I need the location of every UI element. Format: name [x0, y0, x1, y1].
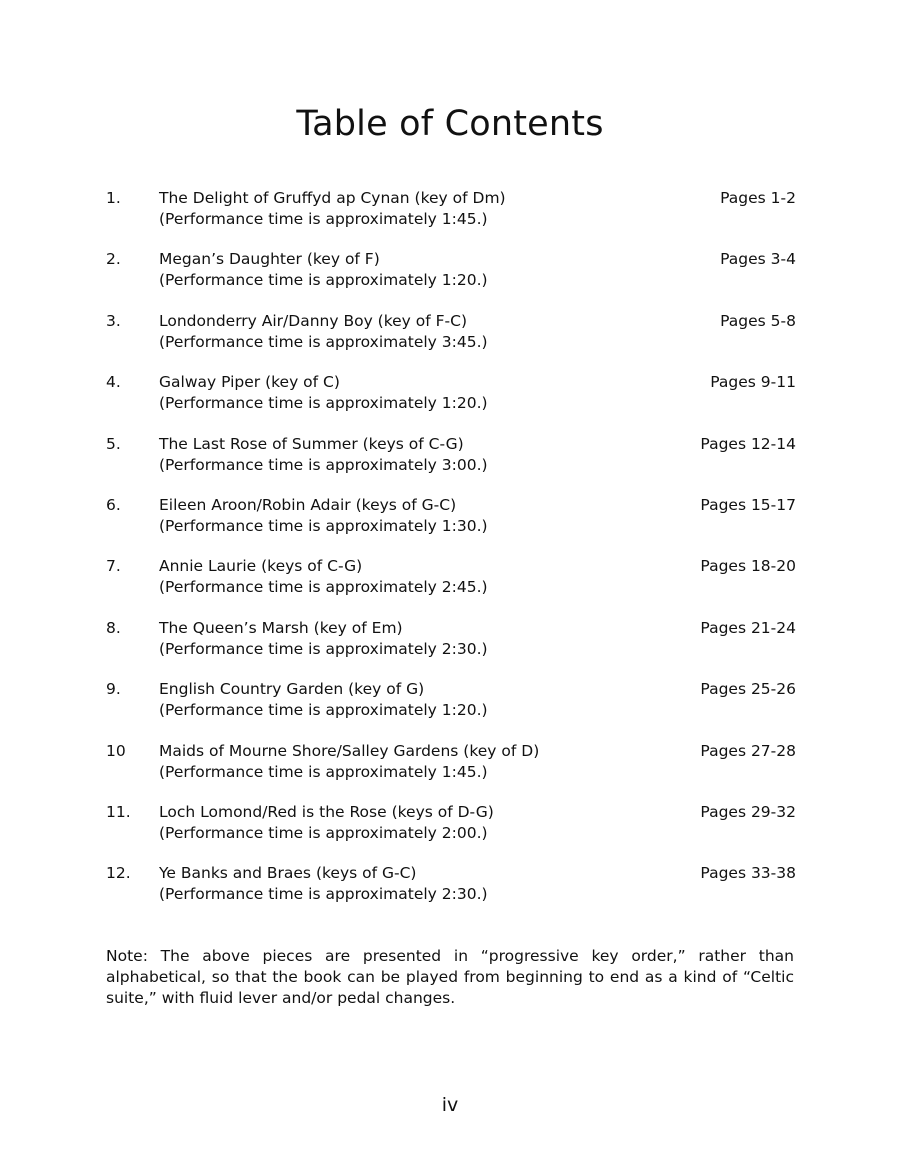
note-paragraph: Note: The above pieces are presented in “progressive key order,” rather than alphabetical, so that the book can be played from beginning to end as a kind of “Celtic suite,” with fluid lever and/or pedal changes.: [106, 947, 794, 1007]
entry-title: Megan’s Daughter (key of F): [159, 250, 380, 269]
entry-title: English Country Garden (key of G): [159, 680, 425, 699]
entry-pages: Pages 12-14: [700, 434, 796, 453]
entry-pages: Pages 29-32: [700, 802, 796, 821]
entry-performance-time: (Performance time is approximately 3:00.): [159, 455, 488, 474]
toc-entry: [106, 556, 796, 617]
entry-title: The Queen’s Marsh (key of Em): [159, 618, 403, 637]
entry-pages: Pages 1-2: [720, 189, 796, 207]
entry-number: 3.: [106, 311, 121, 330]
entry-number: 4.: [106, 373, 121, 392]
toc-entry: [106, 741, 796, 802]
entry-pages: Pages 3-4: [720, 250, 796, 269]
entry-title: The Delight of Gruffyd ap Cynan (key of Dm): [159, 189, 506, 207]
entry-pages: Pages 27-28: [700, 741, 796, 760]
entry-pages: Pages 18-20: [700, 557, 796, 576]
table-of-contents: [106, 188, 796, 925]
entry-title: Londonderry Air/Danny Boy (key of F-C): [159, 311, 468, 330]
entry-title: The Last Rose of Summer (keys of C-G): [159, 434, 464, 453]
toc-entry: [106, 372, 796, 433]
toc-entry: [106, 434, 796, 495]
entry-number: 11.: [106, 802, 131, 821]
entry-number: 8.: [106, 618, 121, 637]
entry-performance-time: (Performance time is approximately 1:20.): [159, 271, 488, 290]
entry-title: Annie Laurie (keys of C-G): [159, 557, 363, 576]
entry-number: 12.: [106, 864, 131, 883]
entry-number: 6.: [106, 495, 121, 514]
toc-entry: [106, 188, 796, 249]
entry-number: 7.: [106, 557, 121, 576]
entry-pages: Pages 33-38: [700, 864, 796, 883]
entry-number: 1.: [106, 189, 121, 207]
entry-pages: Pages 21-24: [700, 618, 796, 637]
entry-performance-time: (Performance time is approximately 2:30.): [159, 639, 488, 658]
toc-entry: [106, 863, 796, 924]
entry-number: 10: [106, 741, 126, 760]
entry-pages: Pages 9-11: [710, 373, 796, 392]
entry-performance-time: (Performance time is approximately 1:45.): [159, 762, 488, 781]
entry-number: 9.: [106, 680, 121, 699]
entry-performance-time: (Performance time is approximately 1:20.): [159, 701, 488, 720]
entry-number: 5.: [106, 434, 121, 453]
toc-entry: [106, 249, 796, 310]
entry-performance-time: (Performance time is approximately 2:30.): [159, 885, 488, 904]
toc-entry: [106, 679, 796, 740]
entry-performance-time: (Performance time is approximately 2:00.): [159, 823, 488, 842]
page-number: iv: [441, 1094, 459, 1116]
entry-pages: Pages 5-8: [720, 311, 796, 330]
entry-title: Loch Lomond/Red is the Rose (keys of D-G): [159, 802, 494, 821]
entry-performance-time: (Performance time is approximately 1:20.): [159, 394, 488, 413]
entry-title: Ye Banks and Braes (keys of G-C): [159, 864, 417, 883]
toc-entry: [106, 495, 796, 556]
entry-title: Galway Piper (key of C): [159, 373, 340, 392]
entry-pages: Pages 25-26: [700, 680, 796, 699]
entry-performance-time: (Performance time is approximately 2:45.): [159, 578, 488, 597]
toc-entry: [106, 802, 796, 863]
toc-entry: [106, 311, 796, 372]
toc-entry: [106, 618, 796, 679]
entry-performance-time: (Performance time is approximately 1:30.): [159, 516, 488, 535]
entry-pages: Pages 15-17: [700, 495, 796, 514]
entry-performance-time: (Performance time is approximately 3:45.): [159, 332, 488, 351]
entry-performance-time: (Performance time is approximately 1:45.): [159, 210, 488, 228]
entry-number: 2.: [106, 250, 121, 269]
entry-title: Maids of Mourne Shore/Salley Gardens (key of D): [159, 741, 540, 760]
entry-title: Eileen Aroon/Robin Adair (keys of G-C): [159, 495, 457, 514]
page-title: Table of Contents: [296, 104, 604, 144]
